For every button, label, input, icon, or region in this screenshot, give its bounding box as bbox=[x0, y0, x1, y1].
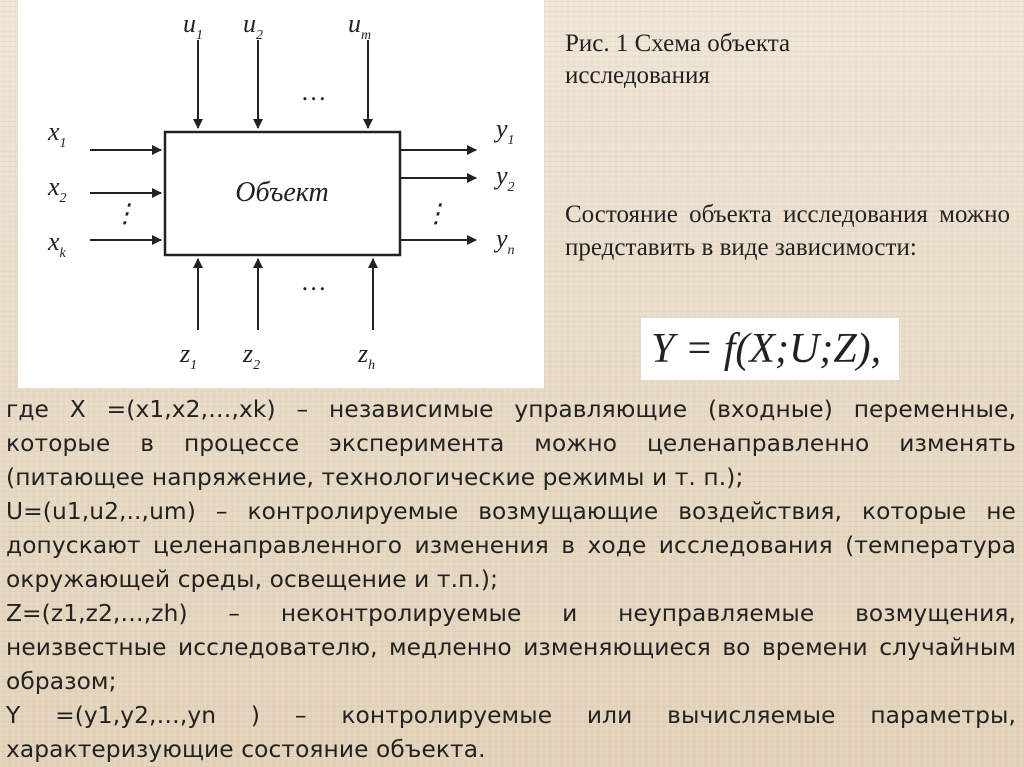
definitions-block bbox=[6, 393, 1016, 767]
object-diagram-svg bbox=[18, 0, 544, 388]
label-y1: $y_1$ bbox=[496, 114, 515, 148]
label-y2: $y_2$ bbox=[496, 161, 515, 195]
state-description: Состояние объекта исследования можно представить в виде зависимости: bbox=[565, 201, 1010, 261]
label-x1: $x_1$ bbox=[48, 117, 67, 151]
figure-caption: Рис. 1 Схема объекта исследования bbox=[565, 30, 791, 89]
label-u1: $u_1$ bbox=[183, 9, 203, 43]
label-u2: $u_2$ bbox=[243, 9, 263, 43]
ellipsis-right: ⋮ bbox=[423, 199, 449, 228]
ellipsis-top: … bbox=[302, 77, 326, 106]
formula: Y = f(X;U;Z), bbox=[641, 318, 899, 380]
label-um: $u_m$ bbox=[348, 9, 372, 43]
definition-u: U=(u1,u2,..,um) – контролируемые возмущающие воздействия, которые не допускают целенаправленного изменения в ходе исследования (температура окружающей среды, освещение и т.п.); bbox=[6, 498, 1016, 593]
label-xk: $x_k$ bbox=[48, 227, 66, 261]
definition-z: Z=(z1,z2,…,zh) – неконтролируемые и неуправляемые возмущения, неизвестные исследователю, медленно изменяющиеся во времени случайным образом; bbox=[6, 600, 1016, 695]
definition-x: где X =(x1,x2,…,xk) – независимые управляющие (входные) переменные, которые в процессе эксперимента можно целенаправленно изменять (питающее напряжение, технологические режимы и т. п.); bbox=[6, 396, 1016, 491]
label-x2: $x_2$ bbox=[48, 172, 67, 206]
label-zh: $z_h$ bbox=[358, 339, 376, 373]
ellipsis-left: ⋮ bbox=[112, 199, 138, 228]
object-diagram bbox=[18, 0, 544, 388]
label-z2: $z_2$ bbox=[243, 339, 261, 373]
label-yn: $y_n$ bbox=[496, 224, 515, 258]
object-label: Объект bbox=[235, 177, 329, 208]
definition-y: Y =(y1,y2,…,yn ) – контролируемые или вычисляемые параметры, характеризующие состояние объекта. bbox=[6, 702, 1016, 763]
ellipsis-bottom: … bbox=[302, 267, 326, 296]
label-z1: $z_1$ bbox=[180, 339, 198, 373]
